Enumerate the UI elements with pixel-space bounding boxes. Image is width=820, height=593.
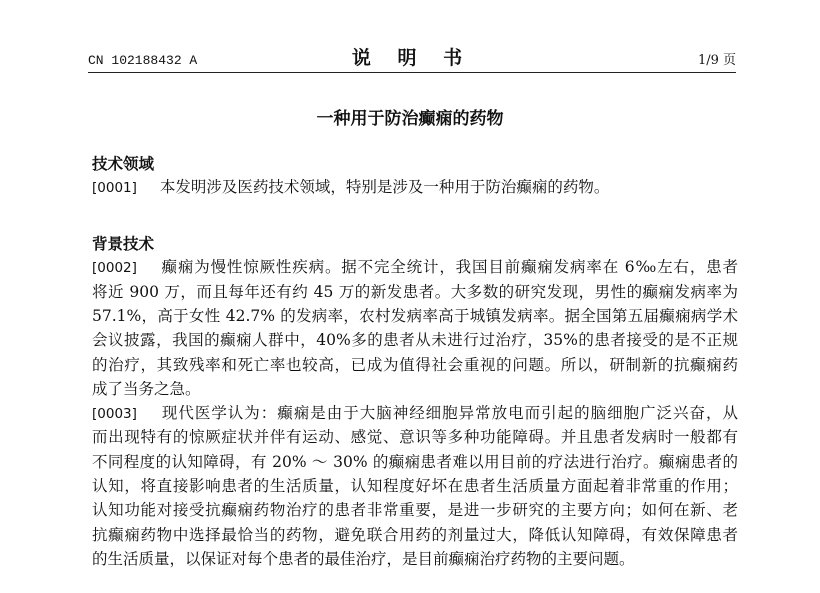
paragraph-text: 的生活质量，以保证对每个患者的最佳治疗，是目前癫痫治疗药物的主要问题。: [92, 549, 635, 568]
paragraph-text: 癫痫为慢性惊厥性疾病。据不完全统计，我国目前癫痫发病率在 6‰左右，患者: [161, 258, 738, 277]
paragraph-line: [92, 450, 738, 474]
paragraph-text: 现代医学认为：癫痫是由于大脑神经细胞异常放电而引起的脑细胞广泛兴奋，从: [161, 404, 738, 423]
paragraph-text: 不同程度的认知障碍，有 20% ～ 30% 的癫痫患者难以用目前的疗法进行治疗。癫痫患者的: [92, 452, 738, 471]
paragraph-text: 认知功能对接受抗癫痫药物治疗的患者非常重要，是进一步研究的主要方向；如何在新、老: [92, 501, 738, 520]
page-header: [88, 48, 736, 73]
paragraph-line: [92, 328, 738, 352]
paragraph-text: 本发明涉及医药技术领域，特别是涉及一种用于防治癫痫的药物。: [159, 178, 610, 197]
section-heading: 技术领域: [92, 155, 155, 173]
paragraph-line: [92, 474, 738, 498]
paragraph-line: [92, 425, 738, 449]
document-title: 一种用于防治癫痫的药物: [316, 109, 504, 129]
paragraph-line: [92, 498, 738, 522]
paragraph-line: [92, 523, 738, 547]
paragraph-text: 的治疗，其致残率和死亡率也较高，已成为值得社会重视的问题。所以，研制新的抗癫痫药: [92, 355, 738, 374]
paragraph-text: 成了当务之急。: [92, 379, 201, 398]
paragraph-number: [0002]: [92, 260, 137, 277]
paragraph-line: [92, 255, 738, 279]
paragraph-line: [92, 280, 738, 304]
paragraph-text: 而出现特有的惊厥症状并伴有运动、感觉、意识等多种功能障碍。并且患者发病时一般都有: [92, 428, 738, 447]
paragraph-line: [92, 304, 738, 328]
section-heading: 背景技术: [92, 235, 155, 253]
paragraph-text: 会议披露，我国的癫痫人群中，40%多的患者从未进行过治疗，35%的患者接受的是不正规: [92, 331, 738, 350]
paragraph-number: [0003]: [92, 406, 137, 423]
paragraph-text: 认知，将直接影响患者的生活质量，认知程度好坏在患者生活质量方面起着非常重的作用；: [92, 477, 738, 495]
paragraph-line: [92, 547, 738, 571]
document-type: 说 明 书: [351, 47, 473, 69]
paragraph-line: [92, 175, 738, 199]
paragraph-text: 将近 900 万，而且每年还有约 45 万的新发患者。大多数的研究发现，男性的癫痫发病率为: [92, 282, 738, 301]
page-number: 1/9 页: [697, 53, 736, 68]
paragraph-number: [0001]: [92, 180, 137, 197]
paragraph-text: 抗癫痫药物中选择最恰当的药物，避免联合用药的剂量过大，降低认知障碍，有效保障患者: [92, 525, 738, 544]
paragraph-line: [92, 377, 738, 401]
paragraph-line: [92, 353, 738, 377]
paragraph-line: [92, 401, 738, 425]
patent-number: CN 102188432 A: [88, 53, 198, 68]
paragraph-text: 57.1%，高于女性 42.7% 的发病率，农村发病率高于城镇发病率。据全国第五届癫痫病学术: [92, 306, 738, 325]
